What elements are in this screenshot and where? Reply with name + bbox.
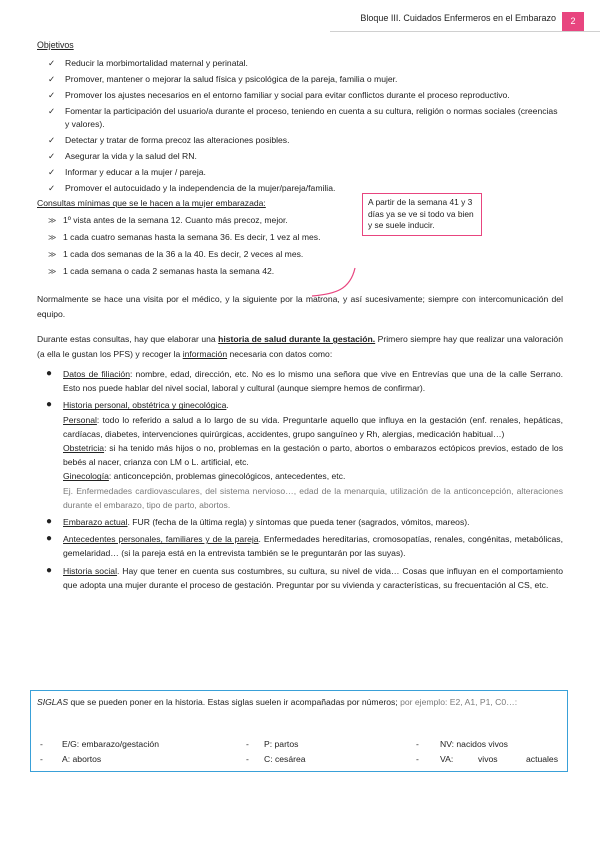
double-arrow-icon: ≫: [48, 250, 57, 259]
list-item: ✓ Promover los ajustes necesarios en el entorno familiar y social para evitar conflictos durante el proceso reproductivo.: [48, 90, 510, 100]
list-item: ✓ Reducir la morbimortalidad maternal y perinatal.: [48, 58, 248, 68]
list-item: ≫ 1 cada cuatro semanas hasta la semana 36. Es decir, 1 vez al mes.: [37, 229, 563, 246]
list-item: ● Antecedentes personales, familiares y de la pareja. Enfermedades hereditarias, cromosopatías, renales, congénitas, metabólicas, gemelaridad… (si la pareja está en la entrevista también se le preguntarán por las suyas).: [46, 533, 563, 559]
page-content: [37, 40, 563, 595]
bullet-icon: ●: [46, 368, 53, 379]
list-item: ✓ Asegurar la vida y la salud del RN.: [48, 151, 197, 161]
check-icon: ✓: [48, 151, 56, 161]
page-header: [0, 12, 600, 32]
page-number-badge: 2: [562, 12, 584, 31]
consultas-list: [37, 212, 563, 280]
header-rule: [330, 31, 600, 32]
list-item: ✓ Promover el autocuidado y la independencia de la mujer/pareja/familia.: [48, 183, 336, 193]
list-item: ● Historia personal, obstétrica y ginecológica. Personal: todo lo referido a salud a lo largo de su vida. Preguntarle aquello que influya en la gestación (enf. renales, hepáticas, cardíacas, diabetes, intervenciones quirúrgicas, accidentes, grupo sanguíneo y Rh, alergias, medicación habitual…) Obstetricia: si ha tenido más hijos o no, problemas en la gestación o parto, abortos o embarazos ectópicos previos, estado de los bebés al nacer, crianza con LM o L. artificial, etc. Ginecología: anticoncepción, problemas ginecológicos, antecedentes, etc. Ej. Enfermedades cardiovasculares, del sistema nervioso…, edad de la menarquia, utilización de la anticoncepción, alteraciones durante el embarazo, tipo de parto, abortos.: [46, 399, 563, 510]
bullet-icon: ●: [46, 516, 53, 528]
check-icon: ✓: [48, 183, 56, 193]
check-icon: ✓: [48, 58, 56, 68]
objetivos-title: Objetivos: [37, 40, 74, 50]
list-item: ✓ Informar y educar a la mujer / pareja.: [48, 167, 206, 177]
check-icon: ✓: [48, 167, 56, 177]
list-item: ✓ Detectar y tratar de forma precoz las alteraciones posibles.: [48, 135, 290, 145]
double-arrow-icon: ≫: [48, 216, 57, 225]
objetivos-list: [37, 57, 563, 195]
double-arrow-icon: ≫: [48, 267, 57, 276]
paragraph-historia: Durante estas consultas, hay que elaborar una historia de salud durante la gestación. Primero siempre hay que realizar una valoración (a ella le gustan los PFS) y recoger la información necesaria con datos como:: [37, 334, 563, 359]
bullet-icon: ●: [46, 533, 53, 545]
list-item: ● Datos de filiación: nombre, edad, dirección, etc. No es lo mismo una señora que vive en Entrevías que una de la calle Serrano. Esto nos puede hablar del nivel social, laboral y cultural (aunque siempre hemos de confirmar).: [46, 368, 563, 394]
double-arrow-icon: ≫: [48, 233, 57, 242]
datos-list: [37, 367, 563, 592]
callout-note: A partir de la semana 41 y 3 días ya se ve si todo va bien y se suele inducir.: [362, 193, 482, 236]
siglas-intro: SIGLAS que se pueden poner en la historia. Estas siglas suelen ir acompañadas por números; por ejemplo: E2, A1, P1, C0…:: [37, 697, 518, 707]
list-item: ✓ Fomentar la participación del usuario/a durante el proceso, teniendo en cuenta a su cultura, religión o normas sociales (creencias y valores).: [48, 106, 558, 129]
ejemplo-note: Ej. Enfermedades cardiovasculares, del sistema nervioso…, edad de la menarquia, utilización de la anticoncepción, alteraciones durante el embarazo, tipo de parto, abortos.: [63, 485, 563, 510]
check-icon: ✓: [48, 135, 56, 145]
list-item: ✓ Promover, mantener o mejorar la salud física y psicológica de la pareja, familia o mujer.: [48, 74, 398, 84]
list-item: ≫ 1º vista antes de la semana 12. Cuanto más precoz, mejor.: [37, 212, 563, 229]
paragraph-visitas: Normalmente se hace una visita por el médico, y la siguiente por la matrona, y así sucesivamente; siempre con intercomunicación del equipo.: [37, 294, 563, 319]
list-item: ≫ 1 cada semana o cada 2 semanas hasta la semana 42.: [37, 263, 563, 280]
consultas-title: Consultas mínimas que se le hacen a la mujer embarazada:: [37, 198, 266, 208]
bullet-icon: ●: [46, 564, 53, 576]
list-item: ≫ 1 cada dos semanas de la 36 a la 40. Es decir, 2 veces al mes.: [37, 246, 563, 263]
check-icon: ✓: [48, 106, 56, 116]
list-item: ● Embarazo actual. FUR (fecha de la última regla) y síntomas que pueda tener (sagrados, vómitos, mareos).: [37, 515, 563, 529]
historia-salud-link-text: historia de salud durante la gestación.: [218, 334, 376, 344]
siglas-box: [30, 690, 568, 772]
bullet-icon: ●: [46, 399, 53, 411]
check-icon: ✓: [48, 74, 56, 84]
header-title: Bloque III. Cuidados Enfermeros en el Embarazo: [360, 13, 556, 23]
siglas-row: - E/G: embarazo/gestación - P: partos - NV: nacidos vivos: [40, 739, 508, 749]
check-icon: ✓: [48, 90, 56, 100]
list-item: ● Historia social. Hay que tener en cuenta sus costumbres, su cultura, su nivel de vida… Cosas que influyan en el comportamiento que adopta una mujer durante el proceso de gestación. Preguntar por su vivienda y características, su frecuentación al CS, etc.: [46, 564, 563, 590]
siglas-row: - A: abortos - C: cesárea - VA: vivos actuales: [40, 754, 559, 764]
